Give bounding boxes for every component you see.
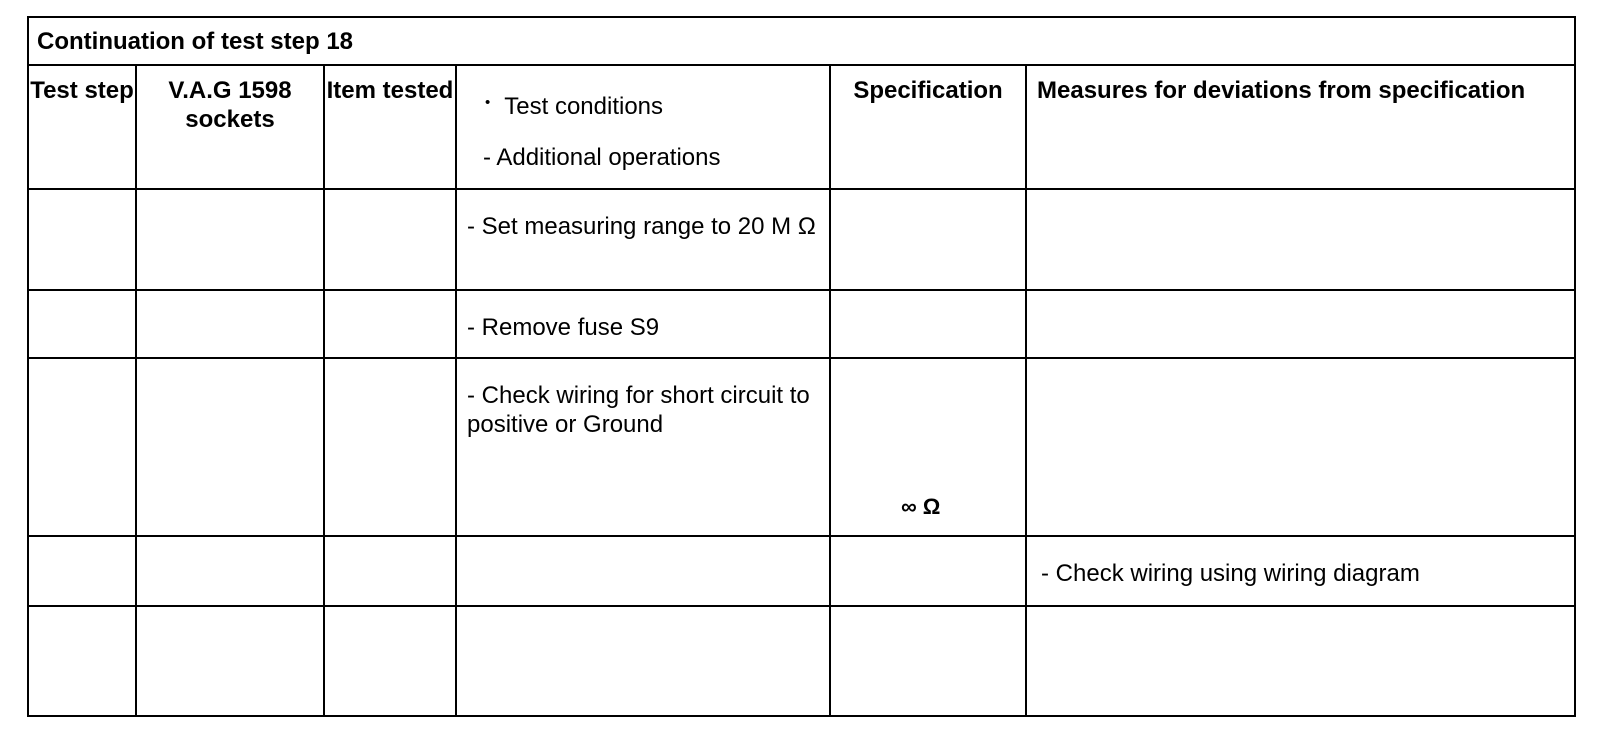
measures-cell: [1026, 189, 1575, 290]
header-measures: Measures for deviations from specification: [1026, 65, 1575, 189]
conditions-cell: [456, 536, 830, 606]
header-test-conditions: [456, 65, 830, 189]
sockets-cell: [136, 536, 324, 606]
sockets-cell: [136, 606, 324, 716]
measures-text: - Check wiring using wiring diagram: [1041, 560, 1420, 587]
conditions-cell: - Set measuring range to 20 M Ω: [456, 189, 830, 290]
measures-cell: [1026, 358, 1575, 536]
additional-operations-label: - Additional operations: [483, 144, 721, 171]
item-tested-cell: [324, 290, 456, 358]
specification-cell: [830, 536, 1026, 606]
specification-value: ∞ Ω: [901, 494, 941, 519]
item-tested-cell: [324, 189, 456, 290]
header-row: [28, 65, 1575, 189]
measures-cell: [1026, 606, 1575, 716]
conditions-cell: - Remove fuse S9: [456, 290, 830, 358]
header-item-tested: Item tested: [324, 65, 456, 189]
test-step-cell: [28, 606, 136, 716]
table-row: [28, 536, 1575, 606]
measures-text: [1027, 291, 1574, 313]
header-sockets: V.A.G 1598 sockets: [136, 65, 324, 189]
table-row: [28, 358, 1575, 536]
specification-cell: [830, 290, 1026, 358]
conditions-cell: [456, 606, 830, 716]
measures-text: [1027, 607, 1574, 629]
table-row: [28, 606, 1575, 716]
item-tested-cell: [324, 358, 456, 536]
test-step-table: [27, 16, 1576, 717]
measures-cell: [1026, 536, 1575, 606]
table-title: Continuation of test step 18: [28, 17, 1575, 65]
item-tested-cell: [324, 606, 456, 716]
measures-text: [1027, 359, 1574, 381]
test-step-cell: [28, 358, 136, 536]
header-test-step: Test step: [28, 65, 136, 189]
bullet-icon: •: [485, 94, 491, 111]
test-conditions-label: Test conditions: [504, 93, 664, 120]
sockets-cell: [136, 189, 324, 290]
measures-text: [1027, 190, 1574, 212]
table-row: [28, 189, 1575, 290]
conditions-cell: - Check wiring for short circuit to positive or Ground: [456, 358, 830, 536]
header-specification: Specification: [830, 65, 1026, 189]
test-step-cell: [28, 189, 136, 290]
specification-cell: [830, 606, 1026, 716]
test-step-cell: [28, 536, 136, 606]
test-step-cell: [28, 290, 136, 358]
item-tested-cell: [324, 536, 456, 606]
sockets-cell: [136, 290, 324, 358]
specification-cell: [830, 189, 1026, 290]
table-row: [28, 290, 1575, 358]
specification-cell: [830, 358, 1026, 536]
measures-cell: [1026, 290, 1575, 358]
sockets-cell: [136, 358, 324, 536]
